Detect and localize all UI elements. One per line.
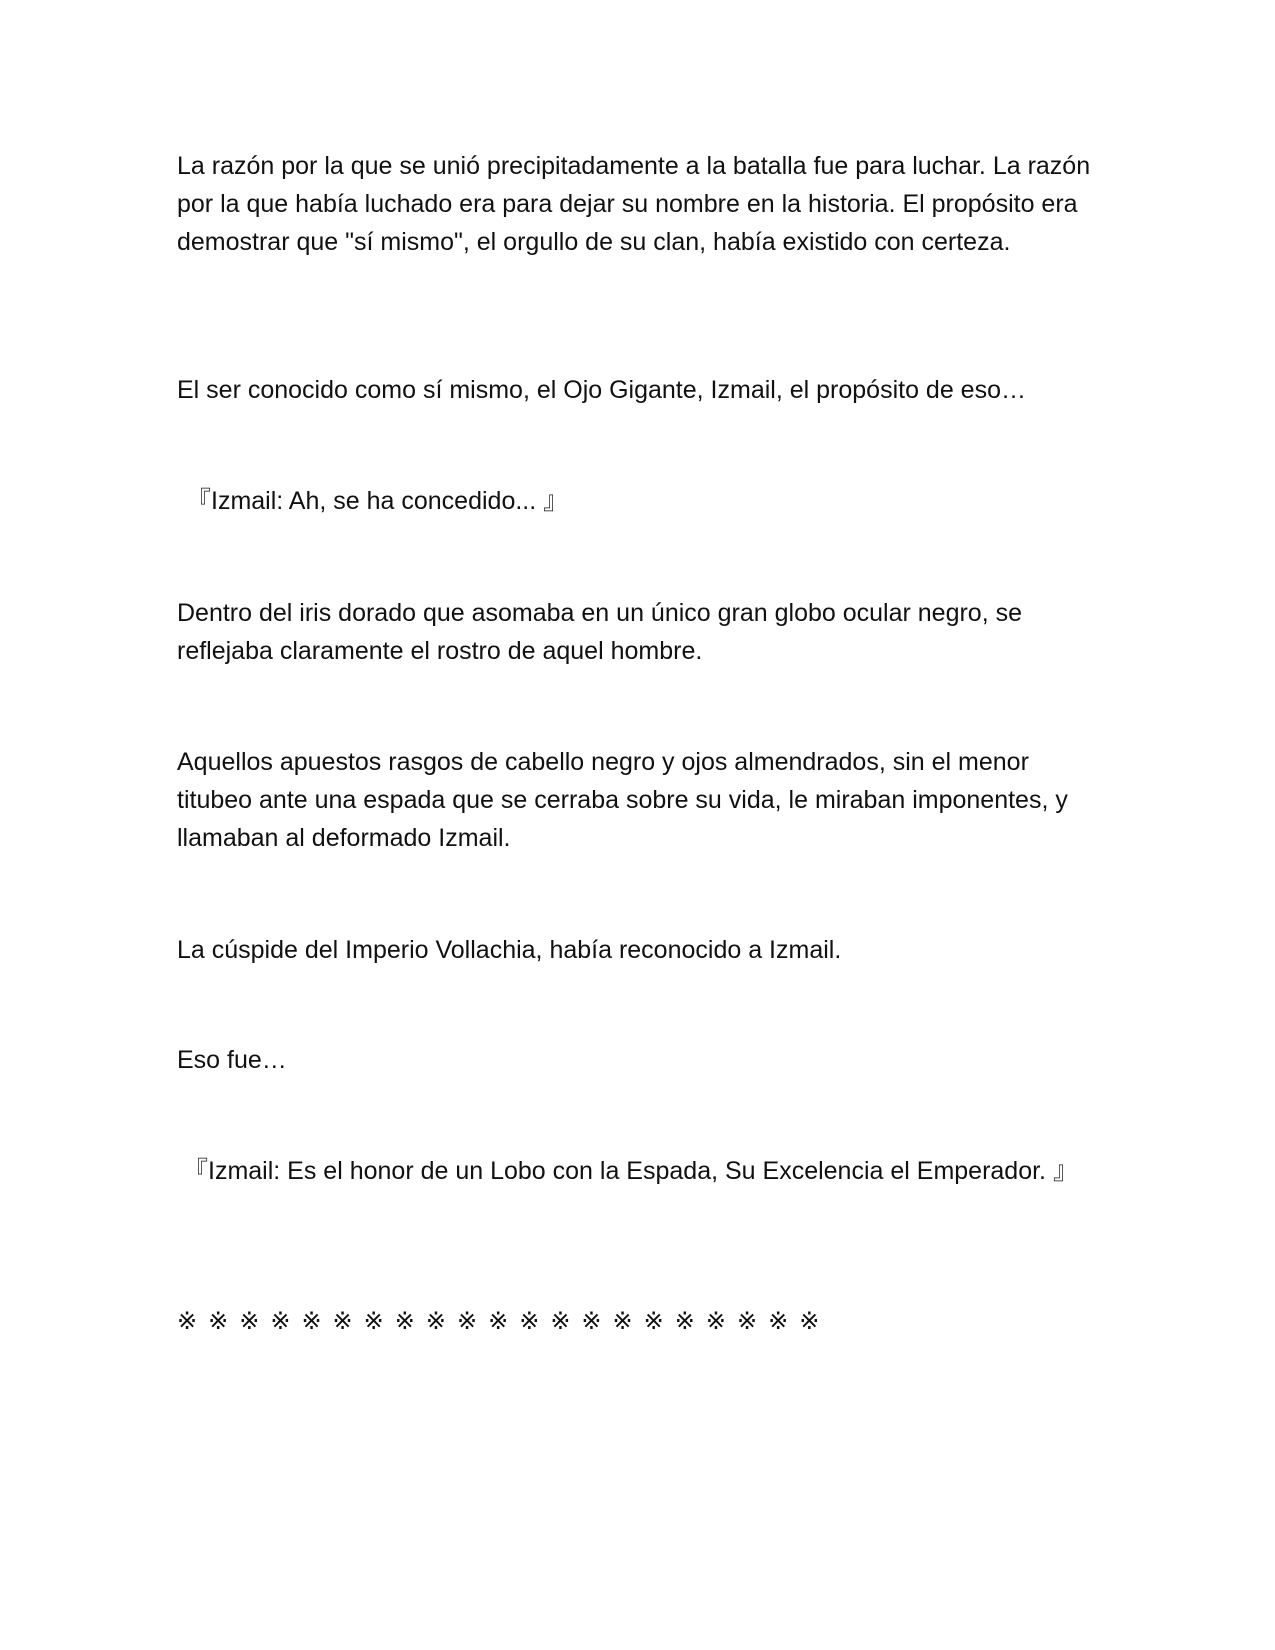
dialogue-izmail-honor: 『Izmail: Es el honor de un Lobo con la Espada, Su Excelencia el Emperador. 』 bbox=[183, 1157, 1078, 1185]
paragraph-empire-summit: La cúspide del Imperio Vollachia, había reconocido a Izmail. bbox=[177, 936, 842, 964]
paragraph-handsome-features: Aquellos apuestos rasgos de cabello negro y ojos almendrados, sin el menor titubeo ante una espada que se cerraba sobre su vida, le miraban imponentes, y llamaban al deformado Izmail. bbox=[177, 748, 1068, 852]
paragraph-giant-eye: El ser conocido como sí mismo, el Ojo Gigante, Izmail, el propósito de eso… bbox=[177, 376, 1026, 404]
dialogue-izmail-granted: 『Izmail: Ah, se ha concedido... 』 bbox=[186, 487, 569, 515]
section-separator: ※※※※※※※※※※※※※※※※※※※※※ bbox=[177, 1307, 831, 1335]
paragraph-golden-iris: Dentro del iris dorado que asomaba en un único gran globo ocular negro, se reflejaba claramente el rostro de aquel hombre. bbox=[177, 599, 1022, 665]
paragraph-that-was: Eso fue… bbox=[177, 1046, 287, 1074]
paragraph-battle-purpose: La razón por la que se unió precipitadamente a la batalla fue para luchar. La razón por la que había luchado era para dejar su nombre en la historia. El propósito era demostrar que "sí mismo", el orgullo de su clan, había existido con certeza. bbox=[177, 152, 1091, 256]
